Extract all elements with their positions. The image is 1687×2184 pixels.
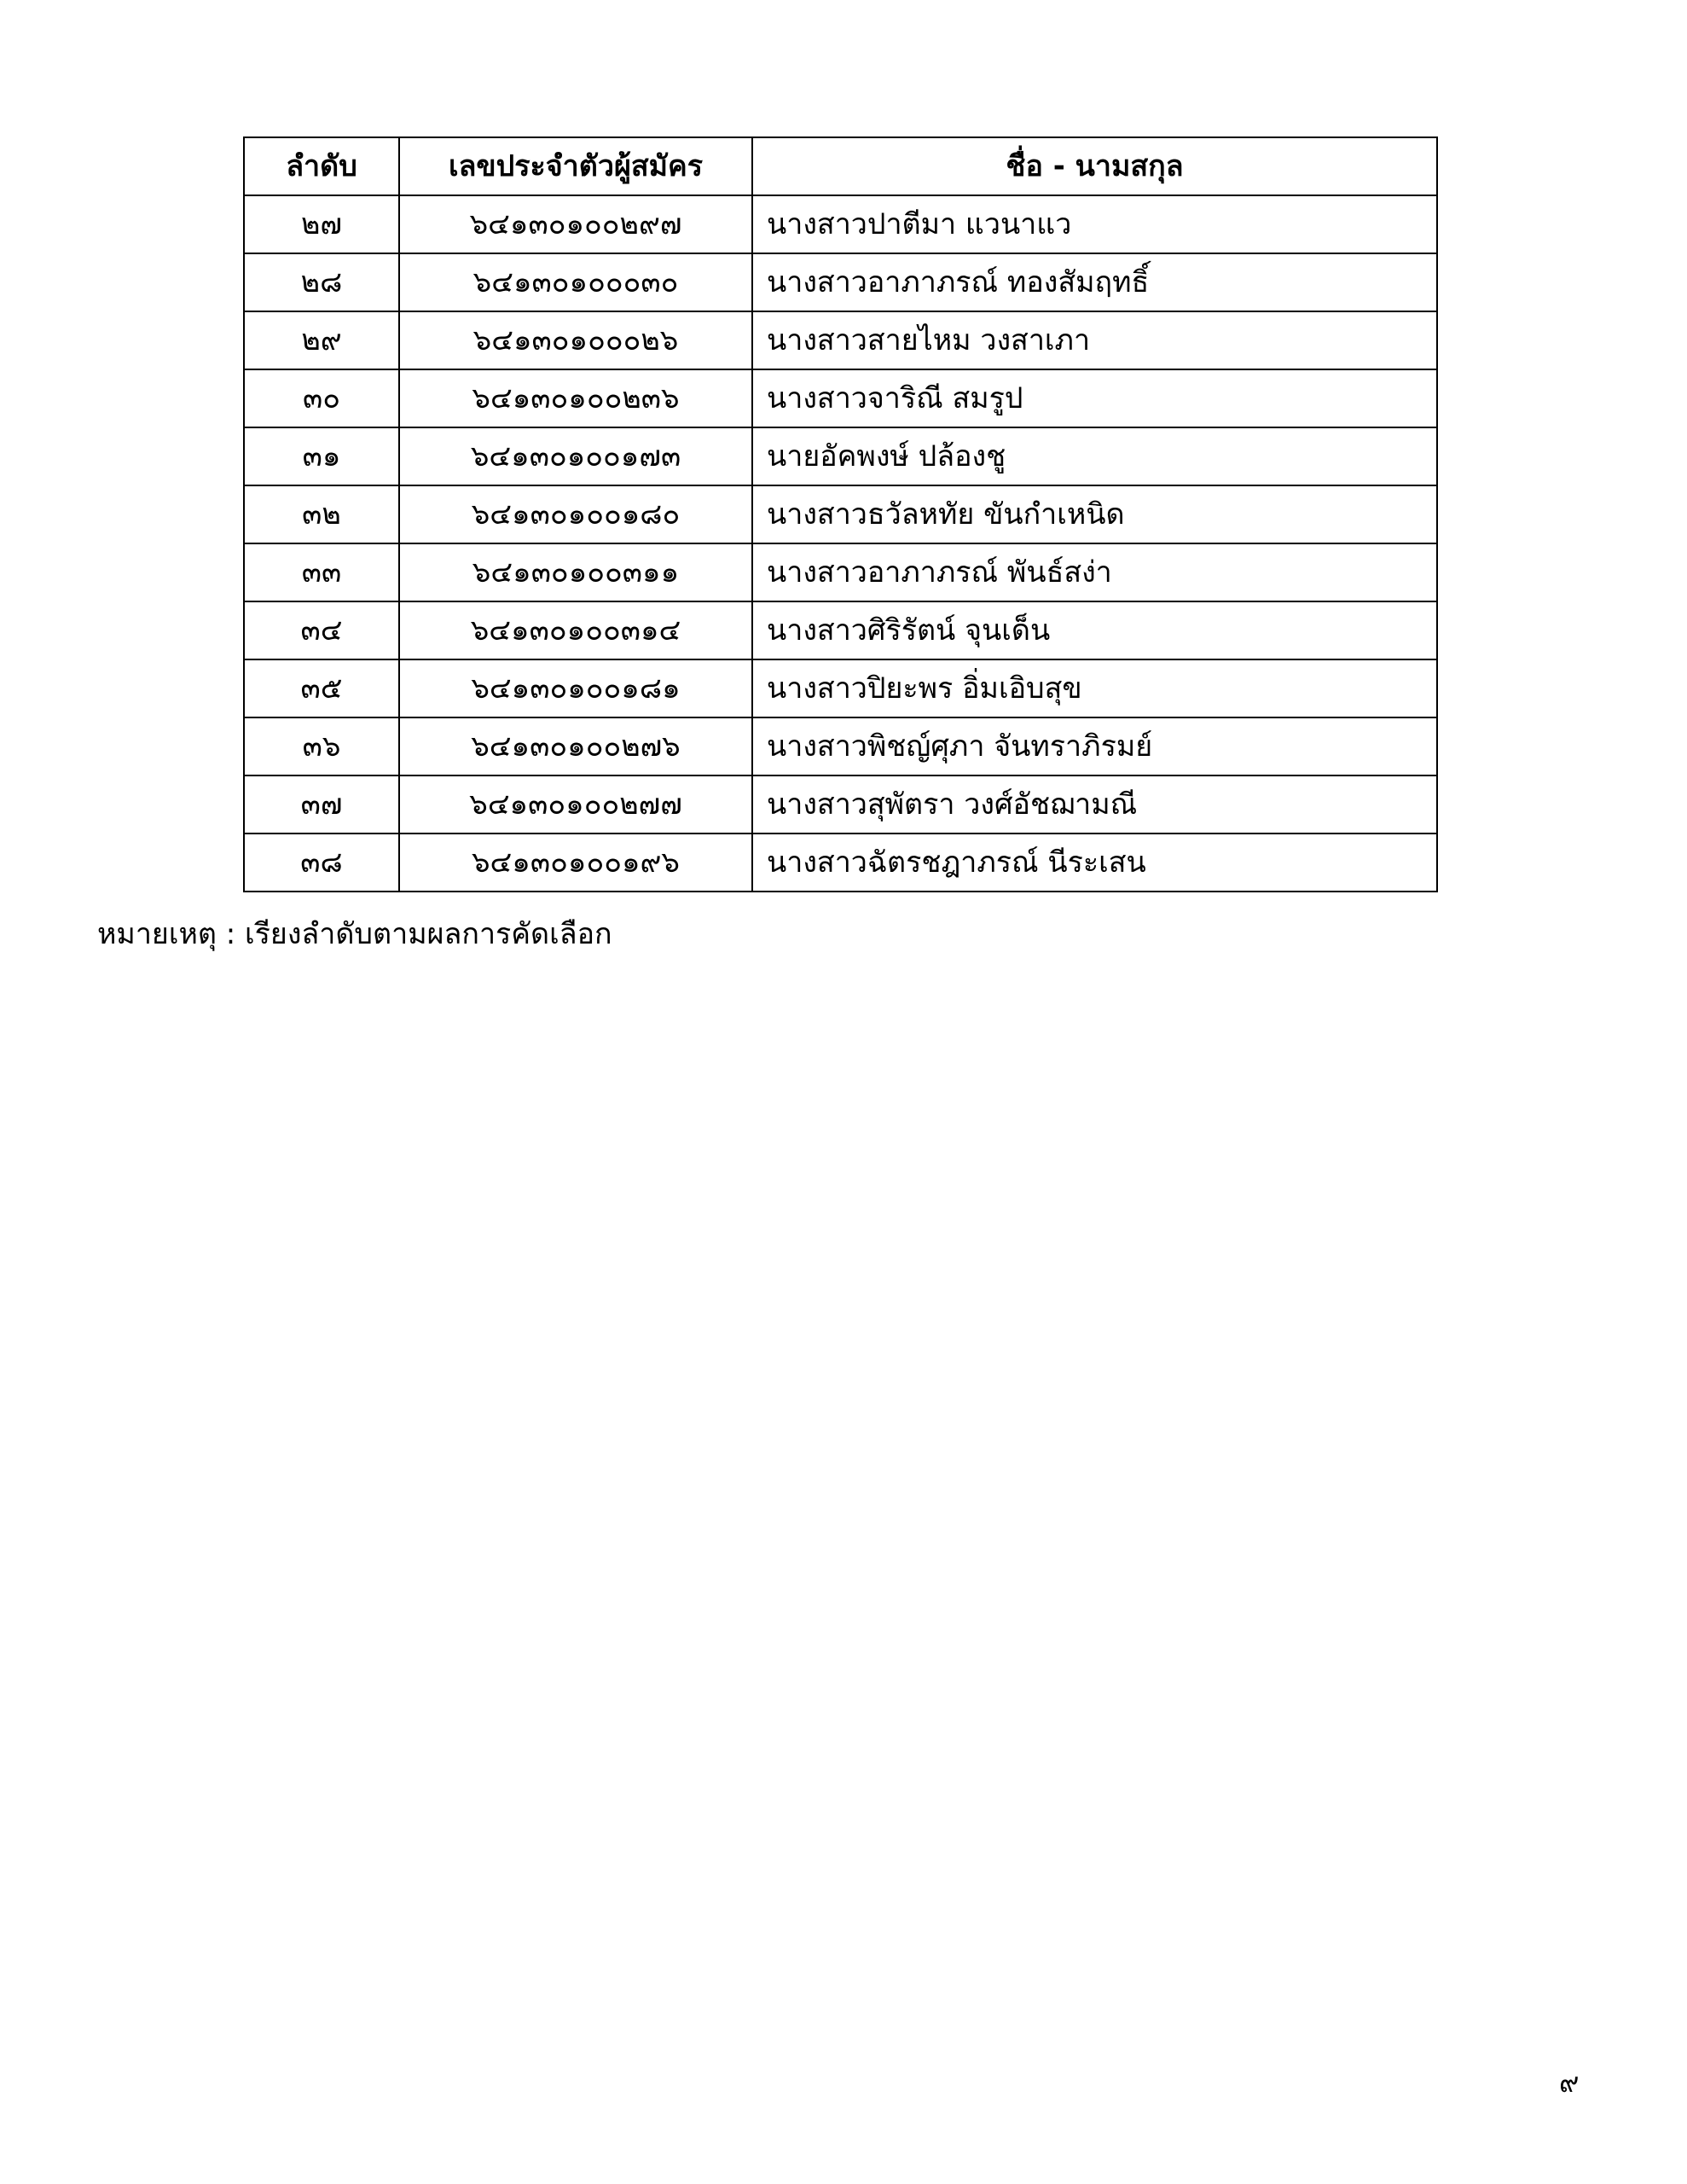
cell-applicant-id: ๖๔๑๓๐๑๐๐๒๓๖: [399, 369, 752, 427]
header-order: ลำดับ: [244, 137, 399, 195]
cell-applicant-id: ๖๔๑๓๐๑๐๐๑๘๐: [399, 485, 752, 543]
cell-full-name: นางสาวปาตีมา แวนาแว: [752, 195, 1437, 253]
table-header-row: [244, 137, 1437, 195]
cell-full-name: นางสาวอาภาภรณ์ พันธ์สง่า: [752, 543, 1437, 601]
cell-order: ๒๙: [244, 311, 399, 369]
table-row: [244, 775, 1437, 834]
cell-full-name: นางสาวศิริรัตน์ จุนเด็น: [752, 601, 1437, 659]
cell-order: ๓๘: [244, 834, 399, 892]
table-row: [244, 601, 1437, 659]
cell-full-name: นางสาวปิยะพร อิ่มเอิบสุข: [752, 659, 1437, 717]
cell-applicant-id: ๖๔๑๓๐๑๐๐๐๒๖: [399, 311, 752, 369]
cell-full-name: นางสาวจาริณี สมรูป: [752, 369, 1437, 427]
cell-full-name: นางสาวพิชญ์ศุภา จันทราภิรมย์: [752, 717, 1437, 775]
cell-full-name: นางสาวอาภาภรณ์ ทองสัมฤทธิ์: [752, 253, 1437, 311]
table-row: [244, 543, 1437, 601]
results-table: [243, 136, 1438, 892]
cell-full-name: นายอัคพงษ์ ปล้องชู: [752, 427, 1437, 485]
cell-applicant-id: ๖๔๑๓๐๑๐๐๑๙๖: [399, 834, 752, 892]
cell-order: ๒๗: [244, 195, 399, 253]
cell-full-name: นางสาวสายไหม วงสาเภา: [752, 311, 1437, 369]
cell-full-name: นางสาวธวัลหทัย ขันกำเหนิด: [752, 485, 1437, 543]
page-number: ๙: [1559, 2066, 1580, 2099]
cell-order: ๓๑: [244, 427, 399, 485]
table-row: [244, 834, 1437, 892]
cell-full-name: นางสาวสุพัตรา วงศ์อัชฌามณี: [752, 775, 1437, 834]
cell-order: ๓๖: [244, 717, 399, 775]
cell-order: ๒๘: [244, 253, 399, 311]
cell-applicant-id: ๖๔๑๓๐๑๐๐๓๑๑: [399, 543, 752, 601]
table-row: [244, 427, 1437, 485]
table-row: [244, 369, 1437, 427]
remark-note: หมายเหตุ : เรียงลำดับตามผลการคัดเลือก: [97, 917, 612, 951]
header-full-name: ชื่อ - นามสกุล: [752, 137, 1437, 195]
cell-order: ๓๕: [244, 659, 399, 717]
cell-applicant-id: ๖๔๑๓๐๑๐๐๒๗๖: [399, 717, 752, 775]
cell-applicant-id: ๖๔๑๓๐๑๐๐๑๘๑: [399, 659, 752, 717]
cell-order: ๓๐: [244, 369, 399, 427]
cell-full-name: นางสาวฉัตรชฎาภรณ์ นีระเสน: [752, 834, 1437, 892]
table-row: [244, 253, 1437, 311]
cell-order: ๓๔: [244, 601, 399, 659]
table-row: [244, 311, 1437, 369]
table-row: [244, 717, 1437, 775]
table-row: [244, 659, 1437, 717]
cell-applicant-id: ๖๔๑๓๐๑๐๐๑๗๓: [399, 427, 752, 485]
cell-applicant-id: ๖๔๑๓๐๑๐๐๒๗๗: [399, 775, 752, 834]
cell-order: ๓๗: [244, 775, 399, 834]
cell-applicant-id: ๖๔๑๓๐๑๐๐๒๙๗: [399, 195, 752, 253]
cell-order: ๓๓: [244, 543, 399, 601]
header-applicant-id: เลขประจำตัวผู้สมัคร: [399, 137, 752, 195]
cell-order: ๓๒: [244, 485, 399, 543]
table-row: [244, 485, 1437, 543]
cell-applicant-id: ๖๔๑๓๐๑๐๐๓๑๔: [399, 601, 752, 659]
cell-applicant-id: ๖๔๑๓๐๑๐๐๐๓๐: [399, 253, 752, 311]
table-row: [244, 195, 1437, 253]
